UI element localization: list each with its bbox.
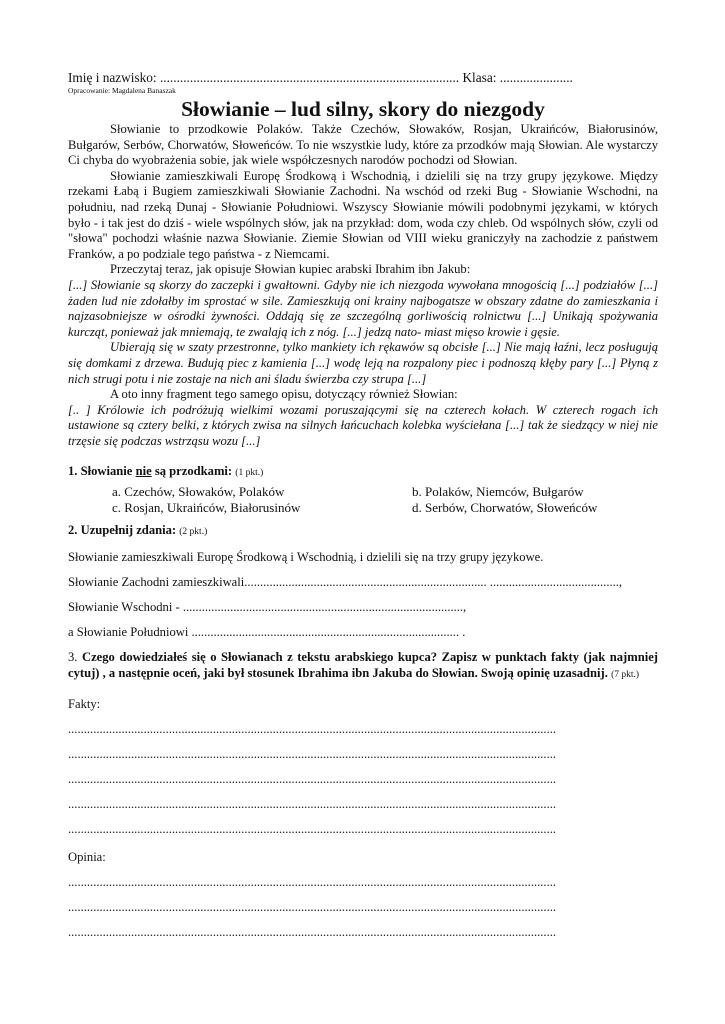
option-a[interactable]: a. Czechów, Słowaków, Polaków bbox=[112, 484, 285, 500]
q2-fill-east[interactable]: Słowianie Wschodni - ........................................................................................., bbox=[68, 600, 467, 615]
opinion-line-3[interactable]: ........................................................................................................................................................... bbox=[68, 924, 557, 939]
q2-points: (2 pkt.) bbox=[179, 527, 208, 538]
question-2 bbox=[68, 522, 658, 540]
q1-text-pre: Słowianie bbox=[80, 464, 133, 479]
page-title: Słowianie – lud silny, skory do niezgody bbox=[181, 97, 545, 121]
name-class-line: Imię i nazwisko: .......................................................................................... Klasa: ...................... bbox=[68, 70, 573, 85]
q2-fill-south[interactable]: a Słowianie Południowi ..................................................................................... . bbox=[68, 625, 466, 640]
q1-options bbox=[112, 484, 658, 516]
question-3 bbox=[68, 650, 658, 683]
option-d[interactable]: d. Serbów, Chorwatów, Słoweńców bbox=[412, 500, 598, 516]
q1-text-post: są przodkami: bbox=[154, 464, 233, 479]
quote-fragment-1: [...] Słowianie są skorzy do zaczepki i gwałtowni. Gdyby nie ich niezgoda wywołana mnogością [...] podziałów [...] żaden lud nie zdołałby im sprostać w sile. Zamieszkują oni krainy najbogatsze w obszary zdatne do zamieszkania i najzasobniejsze w ośrodki żywności. Oddają się ze szczególną gorliwością rolnictwu [...] Unikają spożywania kurcząt, ponieważ jak mniemają, te zwalają ich z nóg. [...] jedzą nato- miast mięso krowie i gęsie. bbox=[68, 277, 658, 339]
facts-label: Fakty: bbox=[68, 696, 101, 711]
opinion-line-1[interactable]: ........................................................................................................................................................... bbox=[68, 874, 557, 889]
q1-number: 1. bbox=[68, 464, 78, 479]
q3-number: 3. bbox=[68, 650, 78, 665]
reading-instruction: Przeczytaj teraz, jak opisuje Słowian kupiec arabski Ibrahim ibn Jakub: bbox=[110, 262, 471, 277]
opinion-line-2[interactable]: ........................................................................................................................................................... bbox=[68, 899, 557, 914]
option-b[interactable]: b. Polaków, Niemców, Bułgarów bbox=[412, 484, 584, 500]
question-1 bbox=[68, 463, 658, 481]
q2-heading: 2. Uzupełnij zdania: bbox=[68, 523, 177, 538]
geography-paragraph: Słowianie zamieszkiwali Europę Środkową i Wschodnią, i dzielili się na trzy grupy językowe. Między rzekami Łabą i Bugiem zamieszkiwali Słowianie Zachodni. Na wschód od rzeki Bug - Słowianie Wschodni, na południu, nad rzeką Dunaj - Słowianie Południowi. Wszyscy Słowianie mówili podobnymi językami, w których było - i tak jest do dziś - wiele wspólnych słów, jak na przykład: dom, woda czy chleb. Od wspólnych słów, czyli od "słowa" pochodzi właśnie nazwa Słowianie. Ziemie Słowian od VIII wieku graniczyły na zachodzie z państwem Franków, a po podziale tego państwa - z Niemcami. bbox=[68, 168, 658, 261]
fragment-intro: A oto inny fragment tego samego opisu, dotyczący również Słowian: bbox=[110, 387, 458, 402]
facts-line-2[interactable]: ........................................................................................................................................................... bbox=[68, 746, 557, 761]
q1-negation: nie bbox=[135, 464, 152, 479]
q2-fill-west[interactable]: Słowianie Zachodni zamieszkiwali............................................................................. ........................................., bbox=[68, 575, 623, 590]
q3-points: (7 pkt.) bbox=[611, 670, 640, 681]
q3-text: Czego dowiedziałeś się o Słowianach z tekstu arabskiego kupca? Zapisz w punktach fakty (jak najmniej cytuj) , a następnie oceń, jaki był stosunek Ibrahima ibn Jakuba do Słowian. Swoją opinię uzasadnij. bbox=[68, 650, 658, 681]
opinion-label: Opinia: bbox=[68, 849, 106, 864]
q2-statement: Słowianie zamieszkiwali Europę Środkową i Wschodnią, i dzielili się na trzy grupy językowe. bbox=[68, 550, 544, 565]
quote-fragment-2: Ubierają się w szaty przestronne, tylko mankiety ich rękawów są obcisłe [...] Nie mają łaźni, lecz posługują się domkami z drzewa. Budują piec z kamienia [...] wodę leją na rozpalony piec i podnoszą kłęby pary [...] Płyną z nich strugi potu i nie zostaje na nich ani śladu świerzba czy strupa [...] bbox=[68, 340, 658, 386]
facts-line-5[interactable]: ........................................................................................................................................................... bbox=[68, 821, 557, 836]
facts-line-4[interactable]: ........................................................................................................................................................... bbox=[68, 796, 557, 811]
worksheet bbox=[68, 70, 658, 940]
option-c[interactable]: c. Rosjan, Ukraińców, Białorusinów bbox=[112, 500, 301, 516]
author-credit: Opracowanie: Magdalena Banaszak bbox=[68, 86, 176, 95]
facts-line-3[interactable]: ........................................................................................................................................................... bbox=[68, 771, 557, 786]
quote-fragment-3: [.. ] Królowie ich podróżują wielkimi wozami poruszającymi się na czterech kołach. W czterech rogach ich ustawione są cztery belki, z których zwisa na silnych łańcuchach kolebka wyściełana [...] tak że siedzący w niej nie trzęsie się podczas wstrząsu wozu [...] bbox=[68, 402, 658, 448]
q1-points: (1 pkt.) bbox=[235, 468, 264, 479]
intro-paragraph: Słowianie to przodkowie Polaków. Także Czechów, Słowaków, Rosjan, Ukraińców, Białorusinów, Bułgarów, Serbów, Chorwatów, Słoweńców. To nie wszystkie ludy, które za przodków mają Słowian. Ale wystarczy Ci chyba do wyobrażenia sobie, jak wiele współczesnych narodów pochodzi od Słowian. bbox=[68, 122, 658, 168]
facts-line-1[interactable]: ........................................................................................................................................................... bbox=[68, 721, 557, 736]
